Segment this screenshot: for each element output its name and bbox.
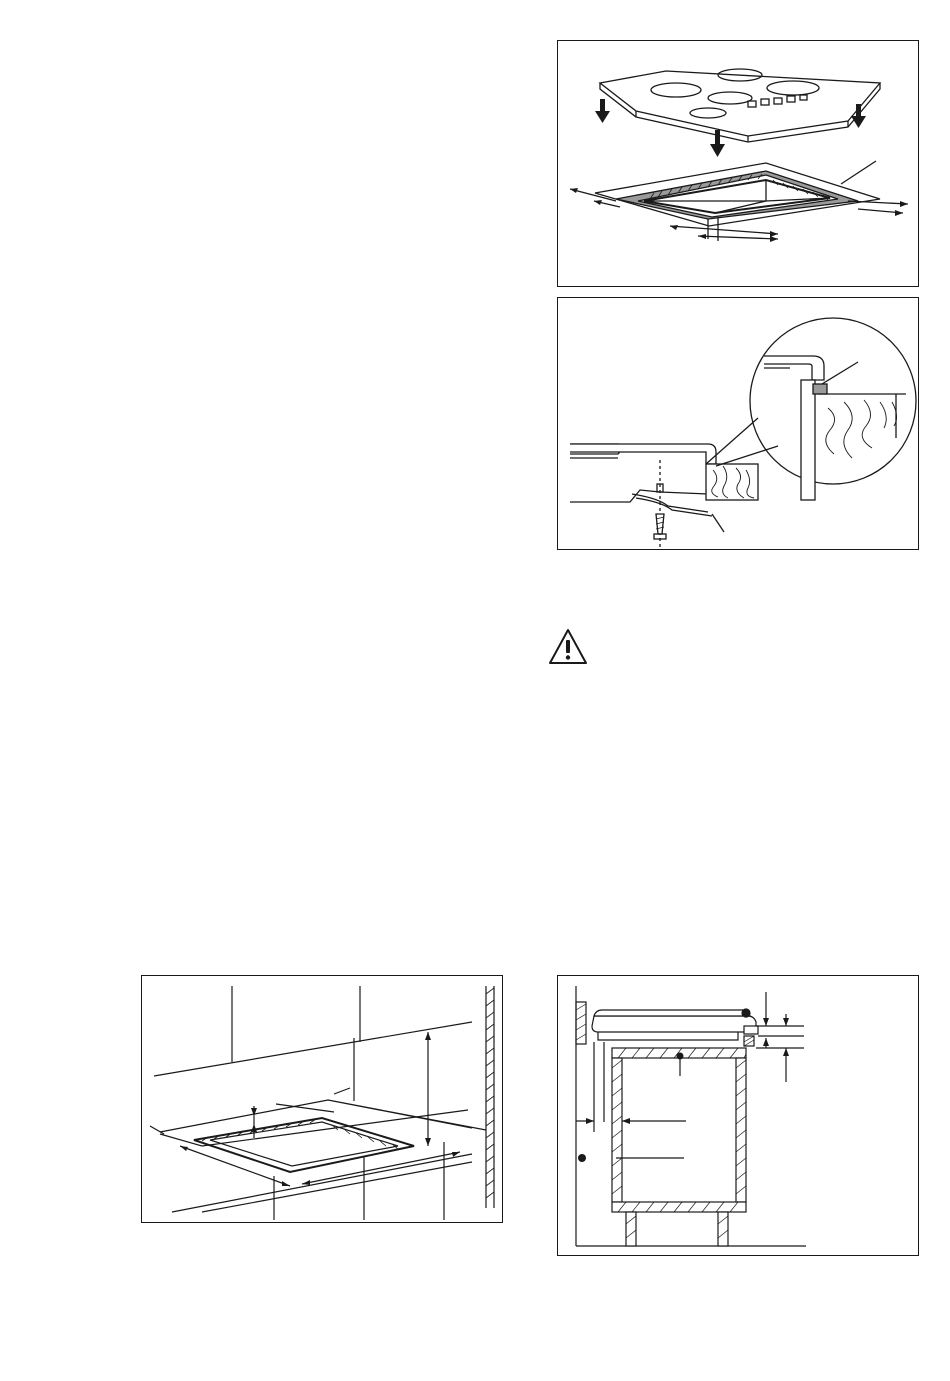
cutout-perspective-drawing bbox=[142, 976, 504, 1224]
figure-seal-detail bbox=[557, 297, 919, 550]
seal-detail-drawing bbox=[558, 298, 920, 551]
warning-triangle-icon bbox=[547, 627, 589, 667]
figure-cutout-perspective bbox=[141, 975, 503, 1223]
figure-hob-installation bbox=[557, 40, 919, 287]
cross-section-drawing bbox=[558, 976, 920, 1257]
figure-cross-section bbox=[557, 975, 919, 1256]
hob-installation-drawing bbox=[558, 41, 920, 288]
